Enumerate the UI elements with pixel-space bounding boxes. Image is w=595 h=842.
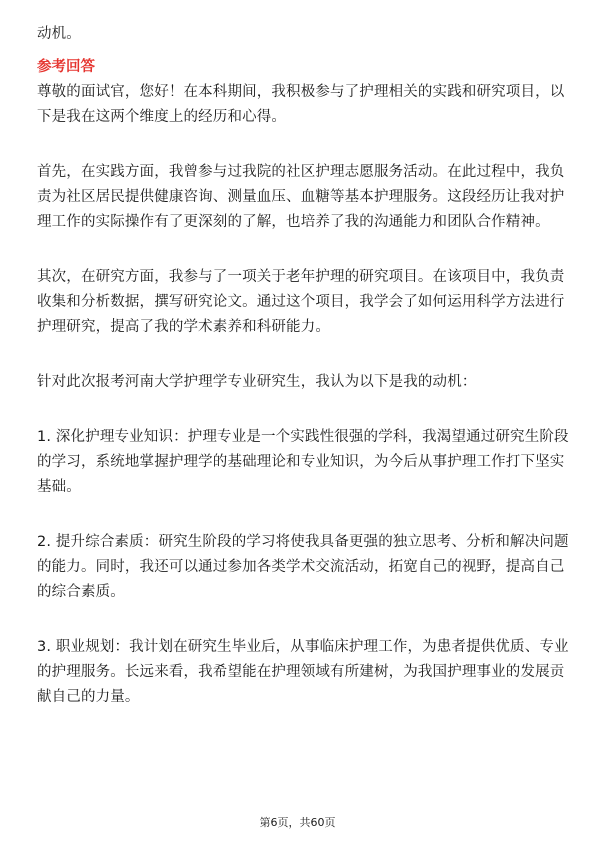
paragraph-3	[37, 265, 565, 340]
paragraph-line: 首先，在实践方面，我曾参与过我院的社区护理志愿服务活动。在此过程中，我负	[37, 164, 565, 180]
paragraph-line: 1. 深化护理专业知识：护理专业是一个实践性很强的学科，我渴望通过研究生阶段	[37, 429, 569, 445]
page-content	[37, 22, 569, 710]
paragraph-1	[37, 80, 565, 130]
paragraph-5	[37, 425, 569, 500]
paragraph-line: 基础。	[37, 479, 81, 495]
paragraph-line: 责为社区居民提供健康咨询、测量血压、血糖等基本护理服务。这段经历让我对护	[37, 189, 565, 205]
paragraph-7	[37, 635, 569, 710]
paragraph-line: 的能力。同时，我还可以通过参加各类学术交流活动，拓宽自己的视野，提高自己	[37, 559, 565, 575]
paragraph-line: 理工作的实际操作有了更深刻的了解，也培养了我的沟通能力和团队合作精神。	[37, 214, 550, 230]
paragraph-line: 尊敬的面试官，您好！在本科期间，我积极参与了护理相关的实践和研究项目，以	[37, 84, 565, 100]
paragraph-4	[37, 370, 562, 395]
top-fragment: 动机。	[37, 26, 81, 42]
paragraph-line: 献自己的力量。	[37, 689, 140, 705]
paragraph-line: 下是我在这两个维度上的经历和心得。	[37, 109, 287, 125]
paragraph-line: 其次，在研究方面，我参与了一项关于老年护理的研究项目。在该项目中，我负责	[37, 269, 565, 285]
paragraph-6	[37, 530, 569, 605]
page-footer: 第6页，共60页	[259, 816, 336, 829]
paragraph-line: 的护理服务。长远来看，我希望能在护理领域有所建树，为我国护理事业的发展贡	[37, 664, 565, 680]
paragraph-line: 针对此次报考河南大学护理学专业研究生，我认为以下是我的动机：	[37, 374, 477, 390]
paragraph-line: 护理研究，提高了我的学术素养和科研能力。	[37, 319, 330, 335]
paragraph-line: 3. 职业规划：我计划在研究生毕业后，从事临床护理工作，为患者提供优质、专业	[37, 639, 569, 655]
paragraph-2	[37, 160, 565, 235]
answer-heading: 参考回答	[37, 59, 95, 75]
paragraph-line: 的综合素质。	[37, 584, 125, 600]
paragraph-line: 2. 提升综合素质：研究生阶段的学习将使我具备更强的独立思考、分析和解决问题	[37, 534, 569, 550]
paragraph-line: 的学习，系统地掌握护理学的基础理论和专业知识，为今后从事护理工作打下坚实	[37, 454, 565, 470]
paragraph-line: 收集和分析数据，撰写研究论文。通过这个项目，我学会了如何运用科学方法进行	[37, 294, 565, 310]
